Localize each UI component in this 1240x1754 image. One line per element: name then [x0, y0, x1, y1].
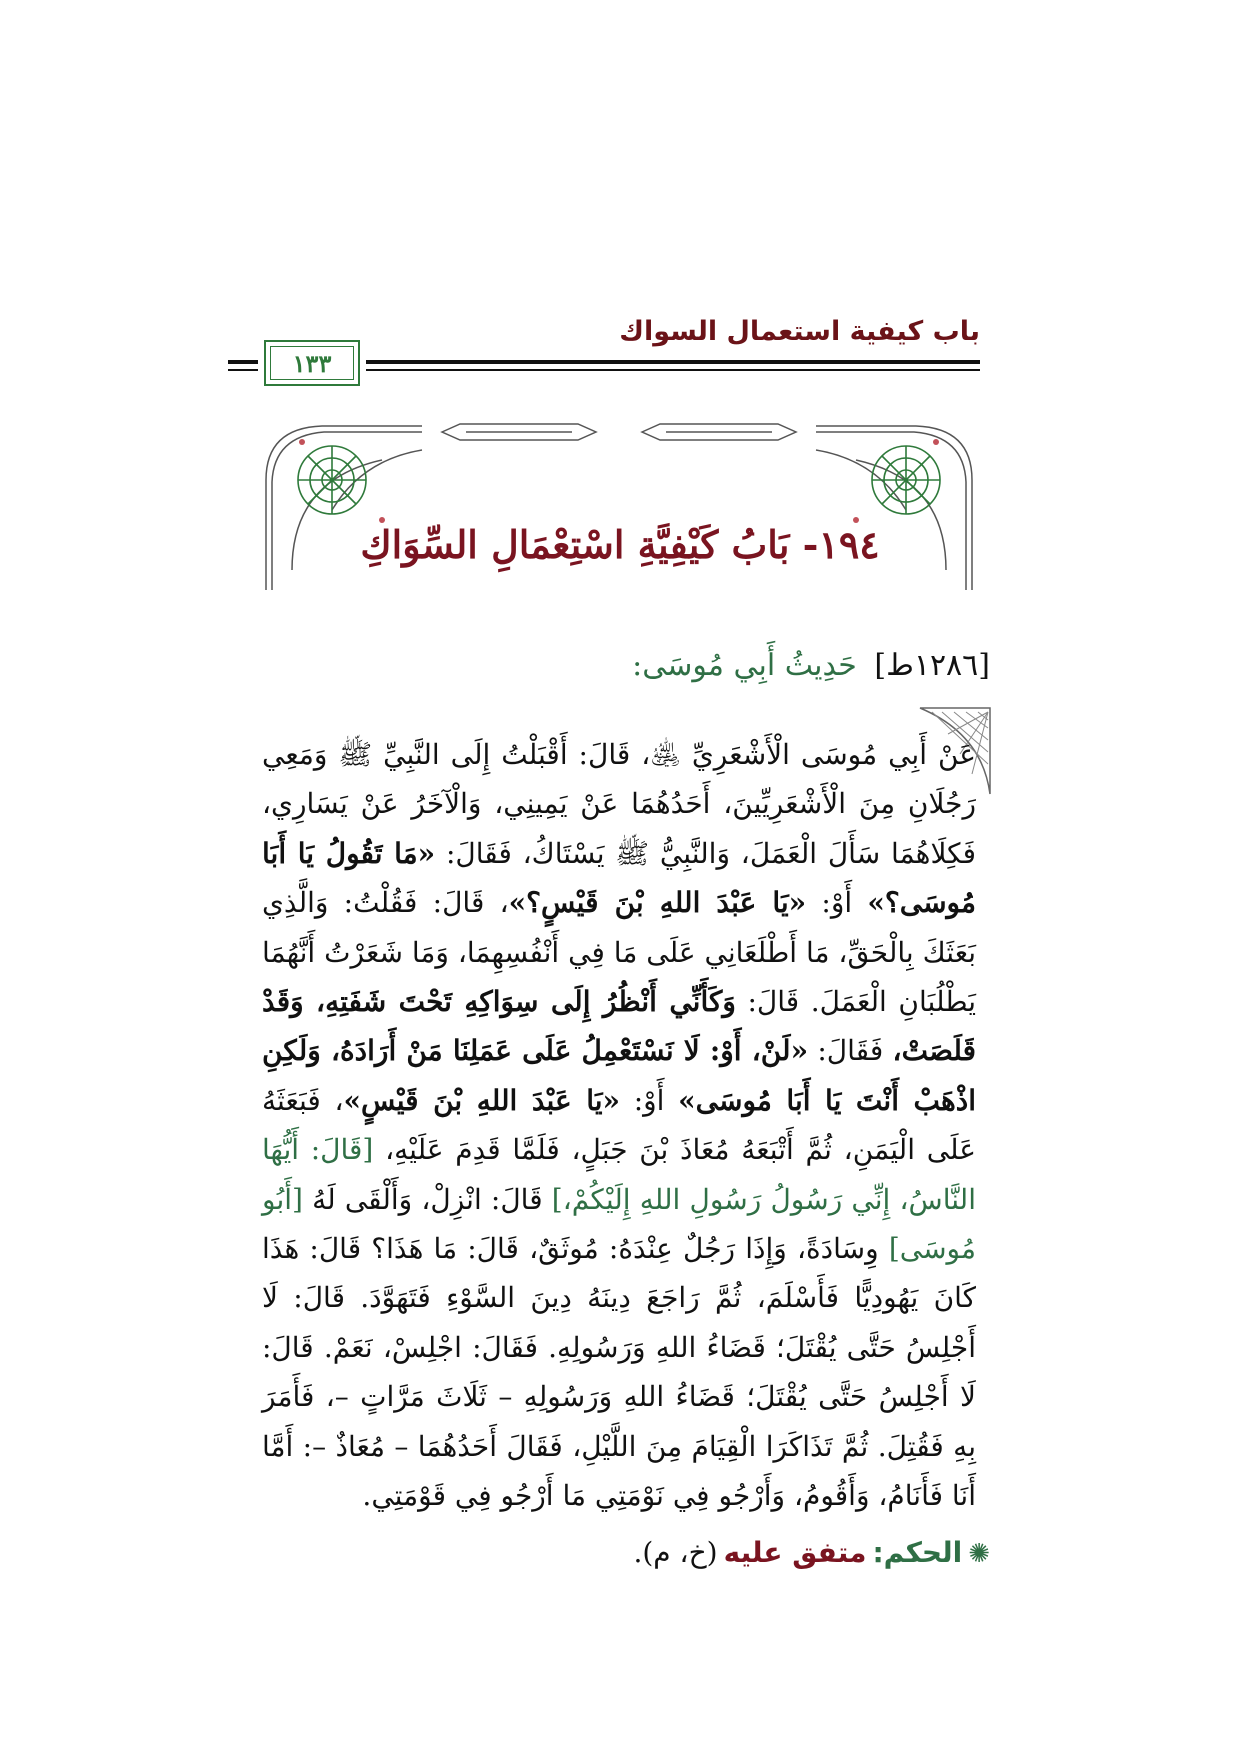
- body-text: عَنْ أَبِي مُوسَى الْأَشْعَرِيِّ ﵁، قَالَ: أَقْبَلْتُ إِلَى النَّبِيِّ ﷺ وَمَعِي رَجُلَانِ مِنَ الْأَشْعَرِيِّينَ، أَحَدُهُمَا عَنْ يَمِينِي، وَالْآخَرُ عَنْ يَسَارِي، فَكِلَاهُمَا سَأَلَ الْعَمَلَ، وَالنَّبِيُّ ﷺ يَسْتَاكُ، فَقَالَ:: [262, 738, 977, 870]
- prophet-quote: «يَا عَبْدَ اللهِ بْنَ قَيْسٍ»: [343, 1083, 621, 1117]
- chapter-title: ١٩٤- بَابُ كَيْفِيَّةِ اسْتِعْمَالِ السِّوَاكِ: [360, 522, 880, 567]
- prophet-quote: «يَا عَبْدَ اللهِ بْنَ قَيْسٍ؟»: [508, 886, 807, 920]
- rosette-icon: ✺: [968, 1539, 990, 1569]
- running-header: باب كيفية استعمال السواك: [619, 316, 980, 347]
- bracketed-insert: [قَالَ: أَيُّهَا النَّاسُ، إِنِّي رَسُولُ رَسُولِ اللهِ إِلَيْكُمْ،]: [262, 1133, 976, 1216]
- verdict-value: متفق عليه: [723, 1536, 867, 1569]
- hadith-body: [262, 730, 976, 1521]
- body-text: ، فَبَعَثَهُ عَلَى الْيَمَنِ، ثُمَّ أَتْبَعَهُ مُعَاذَ بْنَ جَبَلٍ، فَلَمَّا قَدِمَ عَلَيْهِ،: [262, 1083, 977, 1167]
- prophet-quote: «لَنْ، أَوْ: لَا نَسْتَعْمِلُ عَلَى عَمَلِنَا مَنْ أَرَادَهُ، وَلَكِنِ اذْهَبْ أَنْتَ يَا أَبَا مُوسَى»: [262, 1034, 976, 1117]
- verdict: [276, 1536, 990, 1569]
- verdict-source: (خ، م).: [633, 1536, 718, 1569]
- body-text: أَوْ:: [620, 1083, 679, 1117]
- bracketed-insert: [أَبُو مُوسَى]: [262, 1182, 976, 1266]
- page-number-badge: [264, 340, 360, 386]
- body-text: فَقَالَ:: [808, 1034, 893, 1068]
- body-text: وِسَادَةً، وَإِذَا رَجُلٌ عِنْدَهُ: مُوثَقٌ، قَالَ: مَا هَذَا؟ قَالَ: هَذَا كَانَ يَهُودِيًّا فَأَسْلَمَ، ثُمَّ رَاجَعَ دِينَهُ دِينَ السَّوْءِ فَتَهَوَّدَ. قَالَ: لَا أَجْلِسُ حَتَّى يُقْتَلَ؛ قَضَاءُ اللهِ وَرَسُولِهِ. فَقَالَ: اجْلِسْ، نَعَمْ. قَالَ: لَا أَجْلِسُ حَتَّى يُقْتَلَ؛ قَضَاءُ اللهِ وَرَسُولِهِ – ثَلَاثَ مَرَّاتٍ –، فَأَمَرَ بِهِ فَقُتِلَ. ثُمَّ تَذَاكَرَا الْقِيَامَ مِنَ اللَّيْلِ، فَقَالَ أَحَدُهُمَا – مُعَاذٌ –: أَمَّا أَنَا فَأَنَامُ، وَأَقُومُ، وَأَرْجُو فِي نَوْمَتِي مَا أَرْجُو فِي قَوْمَتِي.: [262, 1232, 976, 1513]
- hadith-title: حَدِيثُ أَبِي مُوسَى:: [632, 648, 857, 683]
- body-text: قَالَ: انْزِلْ، وَأَلْقَى لَهُ: [302, 1182, 552, 1216]
- emphasis-text: وَكَأَنِّي أَنْظُرُ إِلَى سِوَاكِهِ تَحْتَ شَفَتِهِ، وَقَدْ قَلَصَتْ،: [262, 985, 976, 1068]
- header-rule-right: [366, 360, 980, 374]
- top-cartouche-right: [642, 424, 796, 440]
- hadith-heading: [290, 648, 990, 683]
- header-rule-left: [228, 360, 258, 374]
- verdict-label: الحكم:: [872, 1536, 963, 1569]
- rosette-right-icon: [872, 446, 940, 514]
- body-text: ، قَالَ: فَقُلْتُ: وَالَّذِي بَعَثَكَ بِالْحَقِّ، مَا أَطْلَعَانِي عَلَى مَا فِي أَنْفُسِهِمَا، وَمَا شَعَرْتُ أَنَّهُمَا يَطْلُبَانِ الْعَمَلَ. قَالَ:: [262, 886, 976, 1019]
- page-number: ١٣٣: [292, 348, 332, 378]
- hadith-number: [١٢٨٦ط]: [874, 648, 990, 683]
- prophet-quote: «مَا تَقُولُ يَا أَبَا مُوسَى؟»: [262, 836, 977, 920]
- top-cartouche-left: [442, 424, 596, 440]
- rosette-left-icon: [298, 446, 366, 514]
- body-text: أَوْ:: [806, 886, 868, 920]
